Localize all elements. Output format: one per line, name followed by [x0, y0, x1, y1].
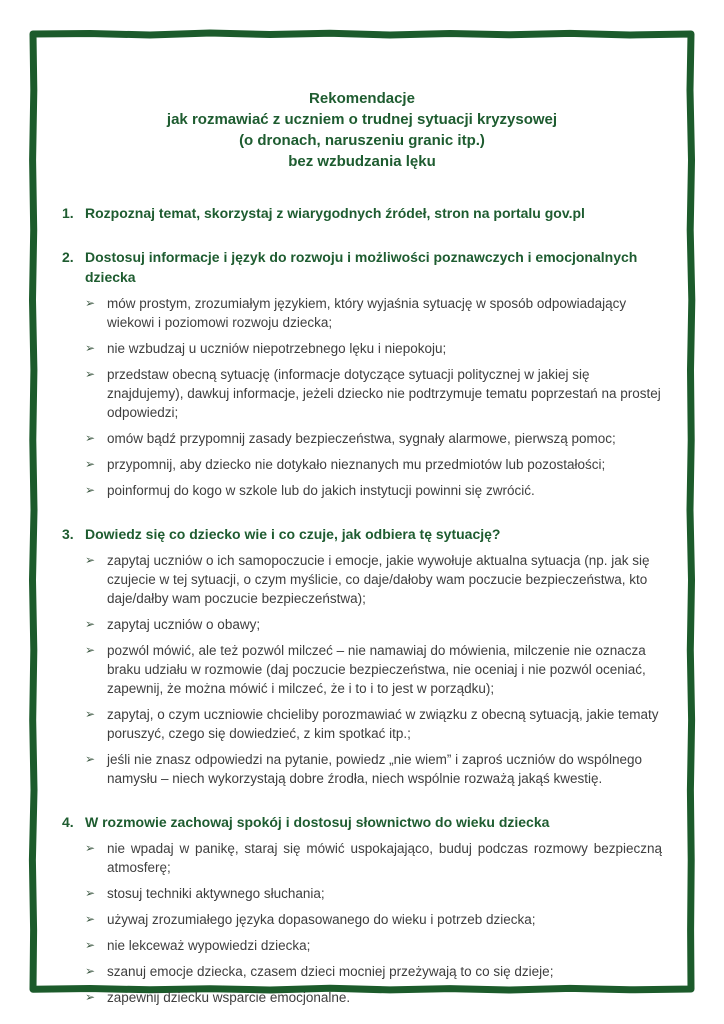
- bullet-list: [62, 839, 662, 1007]
- bullet-text: szanuj emocje dziecka, czasem dzieci mocniej przeżywają to co się dzieje;: [107, 964, 554, 979]
- arrow-bullet-icon: ➢: [85, 457, 96, 471]
- bullet-text: nie wpadaj w panikę, staraj się mówić uspokajająco, buduj podczas rozmowy bezpieczną atmosferę;: [107, 841, 662, 875]
- section-4: [62, 812, 662, 1007]
- bullet-text: używaj zrozumiałego języka dopasowanego do wieku i potrzeb dziecka;: [107, 912, 536, 927]
- bullet-text: nie lekceważ wypowiedzi dziecka;: [107, 938, 311, 953]
- document-body: [62, 203, 662, 1007]
- bullet-item: [85, 750, 662, 788]
- bullet-item: [85, 365, 662, 422]
- section-heading-text: W rozmowie zachowaj spokój i dostosuj słownictwo do wieku dziecka: [85, 814, 550, 830]
- arrow-bullet-icon: ➢: [85, 553, 96, 567]
- arrow-bullet-icon: ➢: [85, 938, 96, 952]
- arrow-bullet-icon: ➢: [85, 367, 96, 381]
- arrow-bullet-icon: ➢: [85, 964, 96, 978]
- section-heading: [62, 203, 662, 223]
- arrow-bullet-icon: ➢: [85, 341, 96, 355]
- bullet-list: [62, 551, 662, 788]
- bullet-text: przypomnij, aby dziecko nie dotykało nieznanych mu przedmiotów lub pozostałości;: [107, 457, 606, 472]
- section-heading: [62, 247, 662, 287]
- section-number: 3.: [62, 526, 74, 542]
- bullet-text: zapytaj, o czym uczniowie chcieliby porozmawiać w związku z obecną sytuacją, jakie tematy poruszyć, czego się dowiedzieć, z kim spotkać itp.;: [107, 707, 659, 741]
- section-2: [62, 247, 662, 500]
- bullet-item: [85, 455, 662, 474]
- title-line: jak rozmawiać z uczniem o trudnej sytuacji kryzysowej: [166, 111, 558, 128]
- arrow-bullet-icon: ➢: [85, 752, 96, 766]
- bullet-text: nie wzbudzaj u uczniów niepotrzebnego lęku i niepokoju;: [107, 341, 447, 356]
- bullet-item: [85, 481, 662, 500]
- section-heading-text: Dostosuj informacje i język do rozwoju i możliwości poznawczych i emocjonalnych dziecka: [85, 249, 638, 285]
- title-line: bez wzbudzania lęku: [288, 153, 436, 170]
- bullet-item: [85, 705, 662, 743]
- section-number: 2.: [62, 249, 74, 265]
- bullet-text: jeśli nie znasz odpowiedzi na pytanie, powiedz „nie wiem” i zaproś uczniów do wspólnego namysłu – niech wykorzystają dobre źrodła, niech wspólnie rozważą jakąś kwestię.: [107, 752, 643, 786]
- bullet-item: [85, 339, 662, 358]
- bullet-text: zapewnij dziecku wsparcie emocjonalne.: [107, 990, 351, 1005]
- bullet-text: poinformuj do kogo w szkole lub do jakich instytucji powinni się zwrócić.: [107, 483, 535, 498]
- bullet-item: [85, 884, 662, 903]
- bullet-text: stosuj techniki aktywnego słuchania;: [107, 886, 325, 901]
- section-1: [62, 203, 662, 223]
- section-heading-text: Dowiedz się co dziecko wie i co czuje, jak odbiera tę sytuację?: [85, 526, 501, 542]
- bullet-item: [85, 641, 662, 698]
- bullet-text: zapytaj uczniów o ich samopoczucie i emocje, jakie wywołuje aktualna sytuacja (np. jak się czujecie w tej sytuacji, o czym myślicie, co daje/dałoby wam poczucie bezpieczeństwa, kto daje/dałby wam poczucie bezpieczeństwa);: [107, 553, 650, 606]
- section-heading-text: Rozpoznaj temat, skorzystaj z wiarygodnych źródeł, stron na portalu gov.pl: [85, 205, 585, 221]
- arrow-bullet-icon: ➢: [85, 296, 96, 310]
- section-3: [62, 524, 662, 788]
- bullet-item: [85, 962, 662, 981]
- section-heading: [62, 524, 662, 544]
- section-number: 4.: [62, 814, 74, 830]
- arrow-bullet-icon: ➢: [85, 617, 96, 631]
- arrow-bullet-icon: ➢: [85, 483, 96, 497]
- bullet-item: [85, 910, 662, 929]
- bullet-text: przedstaw obecną sytuację (informacje dotyczące sytuacji politycznej w jakiej się znajdujemy), dawkuj informacje, jeżeli dziecko nie podtrzymuje tematu poprzestań na prostej odpowiedzi;: [107, 367, 661, 420]
- section-number: 1.: [62, 205, 74, 221]
- bullet-text: omów bądź przypomnij zasady bezpieczeństwa, sygnały alarmowe, pierwszą pomoc;: [107, 431, 616, 446]
- document-content: [62, 88, 662, 1007]
- document-title: [62, 88, 662, 172]
- bullet-item: [85, 294, 662, 332]
- bullet-item: [85, 988, 662, 1007]
- bullet-item: [85, 839, 662, 877]
- arrow-bullet-icon: ➢: [85, 912, 96, 926]
- arrow-bullet-icon: ➢: [85, 431, 96, 445]
- arrow-bullet-icon: ➢: [85, 841, 96, 855]
- bullet-item: [85, 551, 662, 608]
- arrow-bullet-icon: ➢: [85, 643, 96, 657]
- title-line: (o dronach, naruszeniu granic itp.): [239, 132, 485, 149]
- title-line: Rekomendacje: [309, 90, 415, 107]
- bullet-text: mów prostym, zrozumiałym językiem, który wyjaśnia sytuację w sposób odpowiadający wiekowi i poziomowi rozwoju dziecka;: [107, 296, 627, 330]
- arrow-bullet-icon: ➢: [85, 707, 96, 721]
- arrow-bullet-icon: ➢: [85, 990, 96, 1004]
- bullet-text: pozwól mówić, ale też pozwól milczeć – nie namawiaj do mówienia, milczenie nie oznacza braku udziału w rozmowie (daj poczucie bezpieczeństwa, nie oceniaj i nie pozwól oceniać, zapewnij, że można mówić i milczeć, że i to i to jest w porządku);: [107, 643, 646, 696]
- bullet-list: [62, 294, 662, 500]
- section-heading: [62, 812, 662, 832]
- bullet-text: zapytaj uczniów o obawy;: [107, 617, 261, 632]
- arrow-bullet-icon: ➢: [85, 886, 96, 900]
- bullet-item: [85, 615, 662, 634]
- bullet-item: [85, 429, 662, 448]
- bullet-item: [85, 936, 662, 955]
